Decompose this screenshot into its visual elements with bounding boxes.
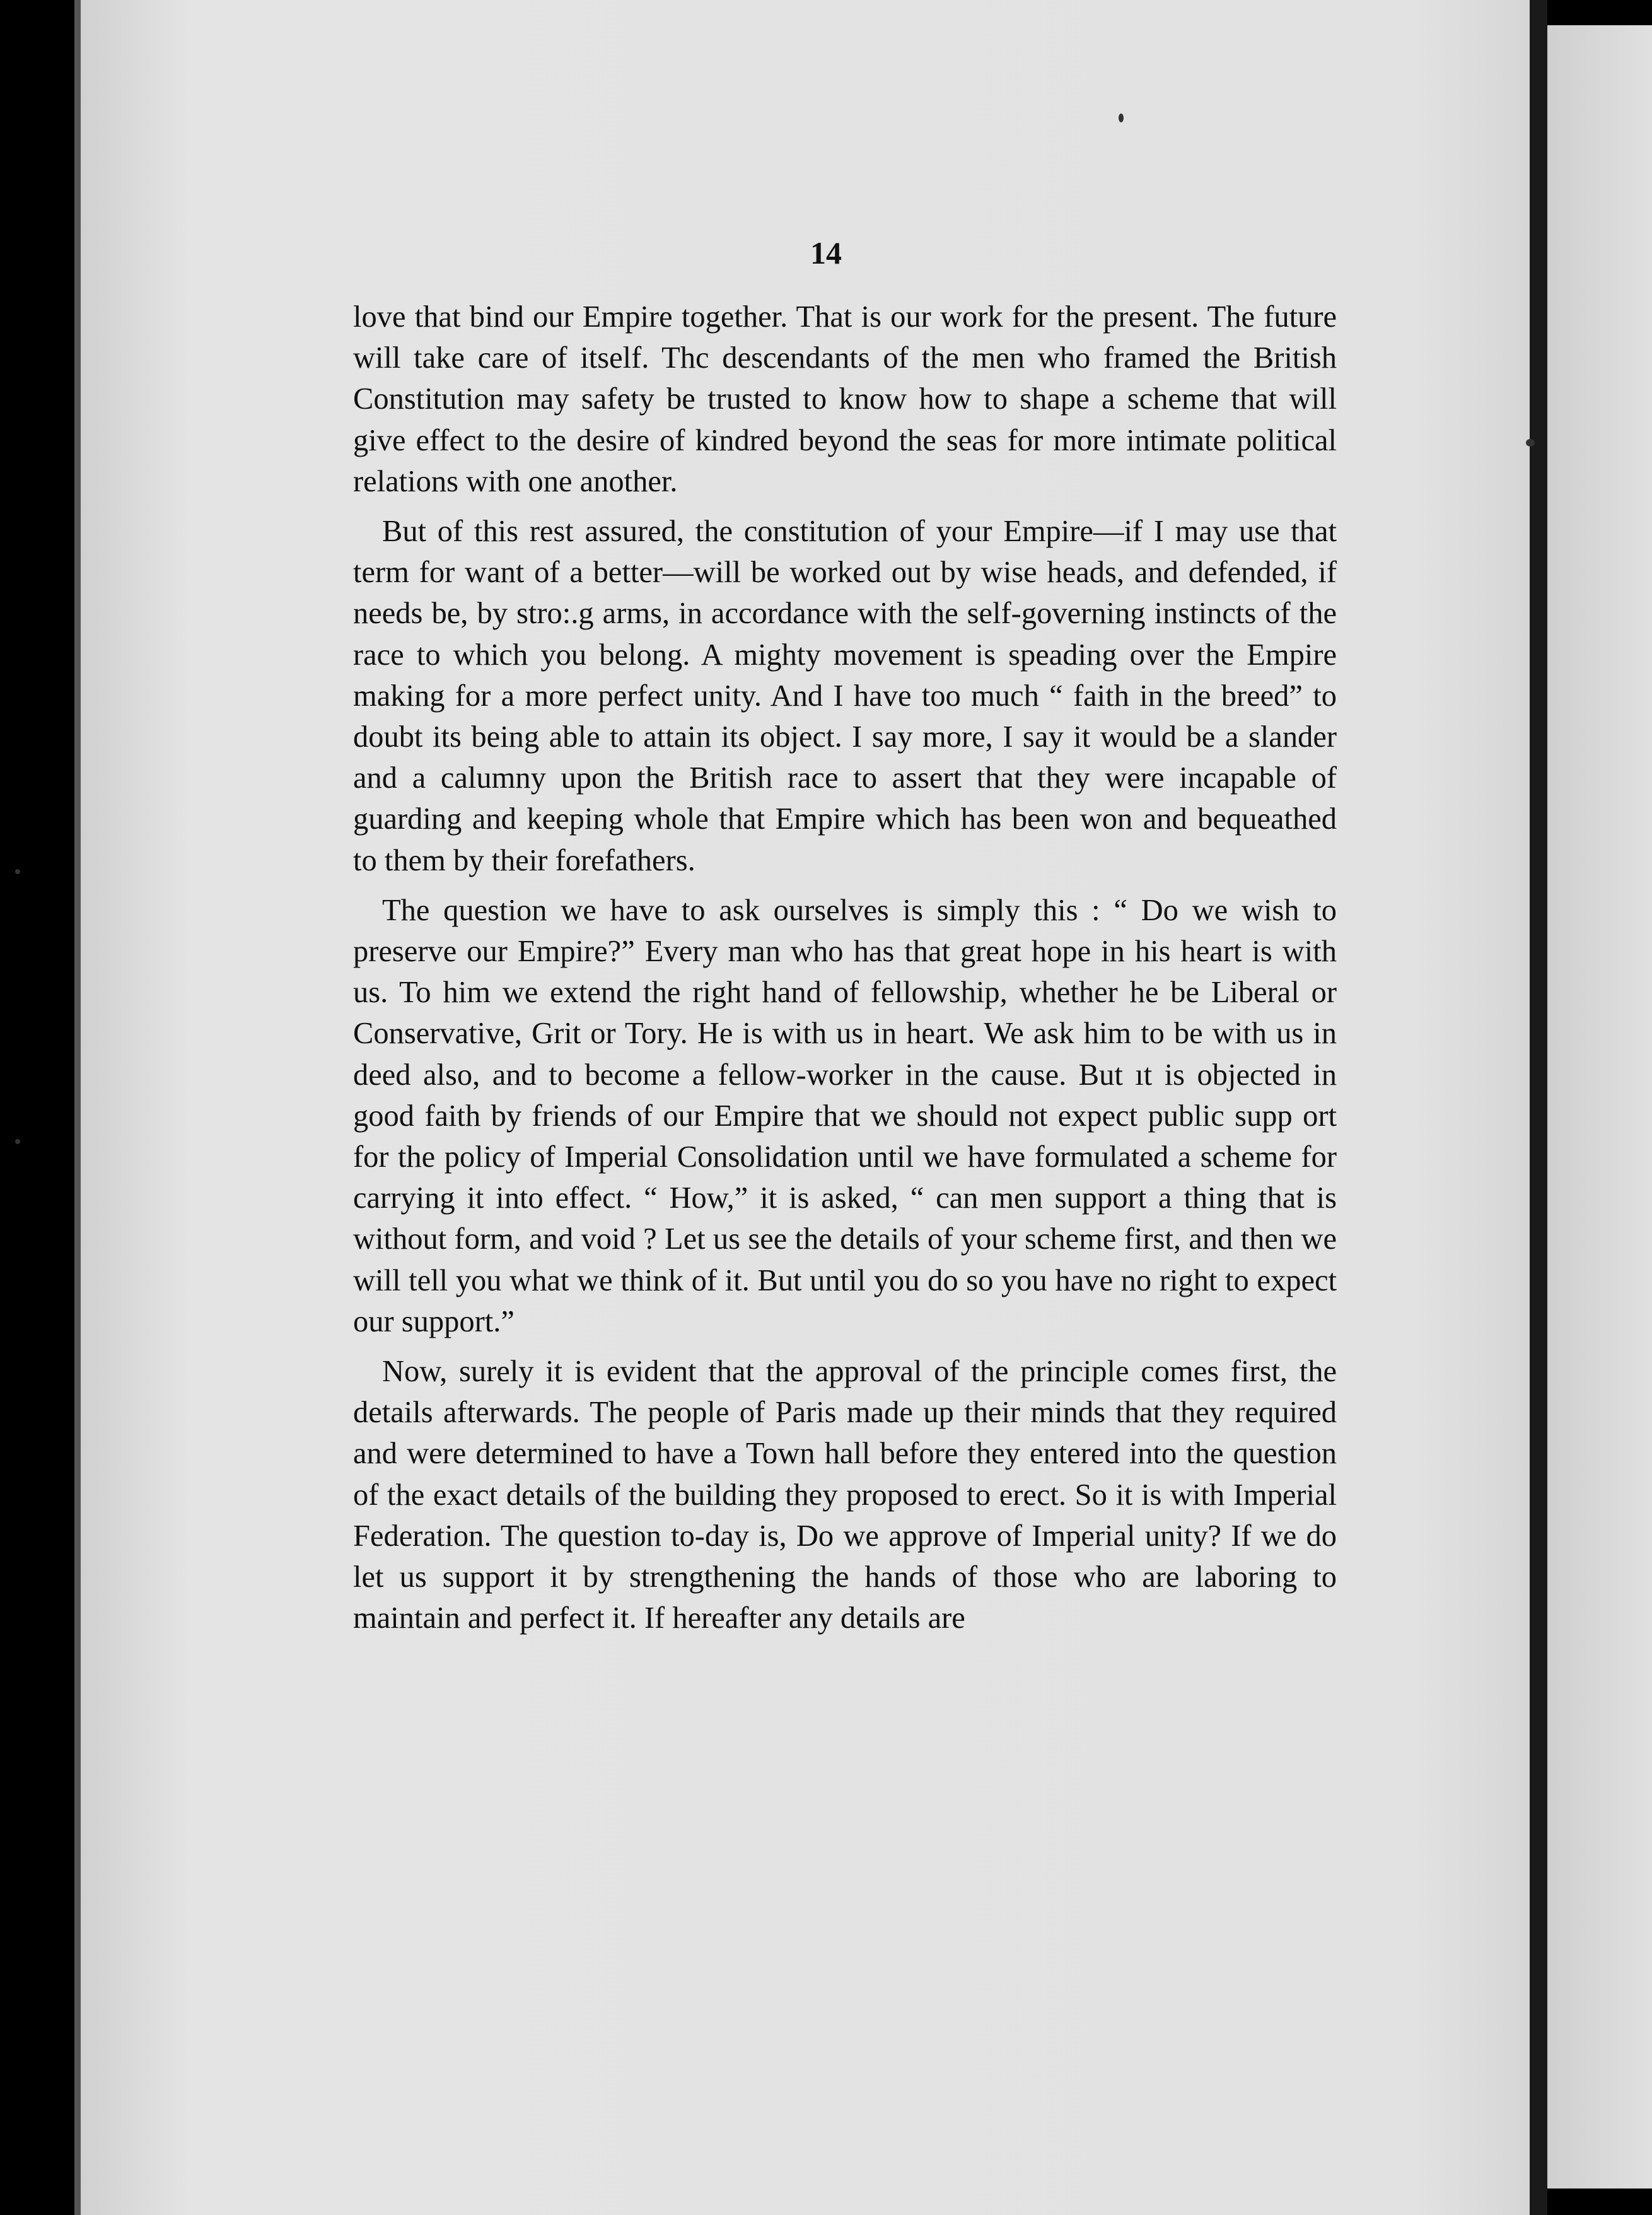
ink-speck [1526, 439, 1535, 447]
paragraph-2: But of this rest assured, the constitution of your Empire—if I may use that term for want of a better—will be worked out by wise heads, and defended, if needs be, by stro:.g arms, in accordance with the self-governing instincts of the race to which you belong. A mighty movement is speading over the Empire making for a more perfect unity. And I have too much “ faith in the breed” to doubt its being able to attain its object. I say more, I say it would be a slander and a calumny upon the British race to assert that they were incapable of guarding and keeping whole that Empire which has been won and bequeathed to them by their forefathers. [353, 515, 1337, 877]
facing-page-edge [1547, 25, 1652, 2189]
ink-speck [15, 1139, 20, 1144]
body-text [353, 296, 1337, 1648]
ink-speck [1119, 114, 1124, 122]
page-number: 14 [810, 235, 842, 271]
paragraph-3: The question we have to ask ourselves is simply this : “ Do we wish to preserve our Empire?” Every man who has that great hope in his heart is with us. To him we extend the right hand of fellowship, whether he be Liberal or Conservative, Grit or Tory. He is with us in heart. We ask him to be with us in deed also, and to become a fellow-worker in the cause. But ıt is objected in good faith by friends of our Empire that we should not expect public supp ort for the policy of Imperial Consolidation until we have formulated a scheme for carrying it into effect. “ How,” it is asked, “ can men support a thing that is without form, and void ? Let us see the details of your scheme first, and then we will tell you what we think of it. But until you do so you have no right to expect our support.” [353, 893, 1337, 1338]
paragraph-1: love that bind our Empire together. That is our work for the present. The future will take care of itself. Thc descendants of the men who framed the British Constitution may safety be trusted to know how to shape a scheme that will give effect to the desire of kindred beyond the seas for more intimate political relations with one another. [353, 300, 1337, 498]
paragraph-4: Now, surely it is evident that the approval of the principle comes first, the details afterwards. The people of Paris made up their minds that they required and were determined to have a Town hall before they entered into the question of the exact details of the building they proposed to erect. So it is with Imperial Federation. The question to-day is, Do we approve of Imperial unity? If we do let us support it by strengthening the hands of those who are laboring to maintain and perfect it. If hereafter any details are [353, 1355, 1337, 1635]
page-gutter [1530, 0, 1547, 2215]
page-left-border [74, 0, 81, 2215]
ink-speck [15, 869, 20, 874]
